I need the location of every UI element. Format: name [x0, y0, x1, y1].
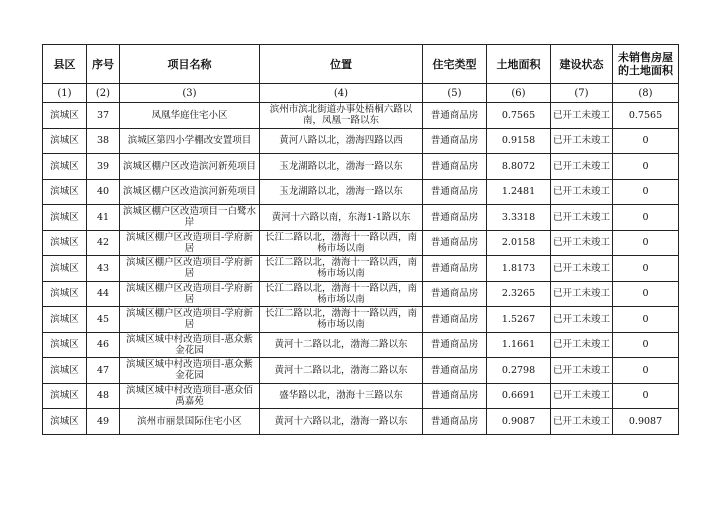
land-area-cell: 0.9087 [487, 409, 551, 435]
table-row [43, 332, 679, 358]
project-name-cell: 滨城区棚户区改造项目-学府新居 [120, 281, 260, 307]
housing-type-cell: 普通商品房 [423, 383, 487, 409]
table-row [43, 179, 679, 205]
land-area-cell: 0.7565 [487, 103, 551, 129]
column-index: (4) [260, 84, 423, 103]
land-area-cell: 2.3265 [487, 281, 551, 307]
land-area-cell: 3.3318 [487, 205, 551, 231]
project-name-cell: 凤凰华庭住宅小区 [120, 103, 260, 129]
unsold-land-area-cell: 0 [613, 307, 679, 333]
table-row [43, 128, 679, 154]
county-cell: 滨城区 [43, 205, 87, 231]
housing-type-cell: 普通商品房 [423, 332, 487, 358]
table-row [43, 409, 679, 435]
header-project-name: 项目名称 [120, 45, 260, 84]
land-supply-table [42, 44, 679, 435]
project-name-cell: 滨州市丽景国际住宅小区 [120, 409, 260, 435]
county-cell: 滨城区 [43, 128, 87, 154]
location-cell: 黄河八路以北，渤海四路以西 [260, 128, 423, 154]
header-county: 县区 [43, 45, 87, 84]
unsold-land-area-cell: 0 [613, 332, 679, 358]
housing-type-cell: 普通商品房 [423, 103, 487, 129]
location-cell: 长江二路以北，渤海十一路以西，南杨市场以南 [260, 307, 423, 333]
location-cell: 黄河十二路以北，渤海二路以东 [260, 358, 423, 384]
location-cell: 长江二路以北，渤海十一路以西，南杨市场以南 [260, 230, 423, 256]
unsold-land-area-cell: 0 [613, 128, 679, 154]
land-area-cell: 0.2798 [487, 358, 551, 384]
location-cell: 滨州市滨北街道办事处梧桐六路以南，凤凰一路以东 [260, 103, 423, 129]
location-cell: 长江二路以北，渤海十一路以西，南杨市场以南 [260, 256, 423, 282]
housing-type-cell: 普通商品房 [423, 205, 487, 231]
header-housing-type: 住宅类型 [423, 45, 487, 84]
column-index: (5) [423, 84, 487, 103]
housing-type-cell: 普通商品房 [423, 409, 487, 435]
land-area-cell: 0.9158 [487, 128, 551, 154]
project-name-cell: 滨城区棚户区改造滨河新苑项目 [120, 179, 260, 205]
housing-type-cell: 普通商品房 [423, 179, 487, 205]
number-cell: 39 [87, 154, 120, 180]
land-area-cell: 2.0158 [487, 230, 551, 256]
column-index-row [43, 84, 679, 103]
number-cell: 45 [87, 307, 120, 333]
county-cell: 滨城区 [43, 281, 87, 307]
construction-status-cell: 已开工未竣工 [551, 205, 613, 231]
unsold-land-area-cell: 0.9087 [613, 409, 679, 435]
construction-status-cell: 已开工未竣工 [551, 409, 613, 435]
land-area-cell: 1.8173 [487, 256, 551, 282]
land-area-cell: 1.2481 [487, 179, 551, 205]
housing-type-cell: 普通商品房 [423, 256, 487, 282]
unsold-land-area-cell: 0.7565 [613, 103, 679, 129]
location-cell: 长江二路以北，渤海十一路以西，南杨市场以南 [260, 281, 423, 307]
column-index: (1) [43, 84, 87, 103]
table-row [43, 230, 679, 256]
table-row [43, 358, 679, 384]
table-row [43, 256, 679, 282]
county-cell: 滨城区 [43, 358, 87, 384]
project-name-cell: 滨城区棚户区改造项目-学府新居 [120, 230, 260, 256]
header-location: 位置 [260, 45, 423, 84]
land-area-cell: 1.1661 [487, 332, 551, 358]
table-body [43, 103, 679, 435]
county-cell: 滨城区 [43, 409, 87, 435]
table-row [43, 383, 679, 409]
land-area-cell: 1.5267 [487, 307, 551, 333]
county-cell: 滨城区 [43, 230, 87, 256]
header-number: 序号 [87, 45, 120, 84]
unsold-land-area-cell: 0 [613, 383, 679, 409]
housing-type-cell: 普通商品房 [423, 154, 487, 180]
unsold-land-area-cell: 0 [613, 230, 679, 256]
county-cell: 滨城区 [43, 256, 87, 282]
project-name-cell: 滨城区第四小学棚改安置项目 [120, 128, 260, 154]
housing-type-cell: 普通商品房 [423, 307, 487, 333]
county-cell: 滨城区 [43, 332, 87, 358]
unsold-land-area-cell: 0 [613, 256, 679, 282]
project-name-cell: 滨城区城中村改造项目-惠众紫金花园 [120, 332, 260, 358]
number-cell: 38 [87, 128, 120, 154]
county-cell: 滨城区 [43, 154, 87, 180]
location-cell: 黄河十二路以北，渤海二路以东 [260, 332, 423, 358]
construction-status-cell: 已开工未竣工 [551, 281, 613, 307]
construction-status-cell: 已开工未竣工 [551, 154, 613, 180]
location-cell: 玉龙湖路以北，渤海一路以东 [260, 179, 423, 205]
housing-type-cell: 普通商品房 [423, 128, 487, 154]
number-cell: 42 [87, 230, 120, 256]
project-name-cell: 滨城区棚户区改造项目-学府新居 [120, 307, 260, 333]
number-cell: 43 [87, 256, 120, 282]
number-cell: 46 [87, 332, 120, 358]
construction-status-cell: 已开工未竣工 [551, 128, 613, 154]
construction-status-cell: 已开工未竣工 [551, 332, 613, 358]
unsold-land-area-cell: 0 [613, 205, 679, 231]
number-cell: 48 [87, 383, 120, 409]
location-cell: 黄河十六路以北，渤海一路以东 [260, 409, 423, 435]
header-row [43, 45, 679, 84]
unsold-land-area-cell: 0 [613, 154, 679, 180]
number-cell: 49 [87, 409, 120, 435]
housing-type-cell: 普通商品房 [423, 358, 487, 384]
construction-status-cell: 已开工未竣工 [551, 179, 613, 205]
unsold-land-area-cell: 0 [613, 281, 679, 307]
unsold-land-area-cell: 0 [613, 358, 679, 384]
unsold-land-area-cell: 0 [613, 179, 679, 205]
column-index: (7) [551, 84, 613, 103]
header-construction-status: 建设状态 [551, 45, 613, 84]
construction-status-cell: 已开工未竣工 [551, 358, 613, 384]
county-cell: 滨城区 [43, 307, 87, 333]
table-row [43, 205, 679, 231]
project-name-cell: 滨城区城中村改造项目-惠众紫金花园 [120, 358, 260, 384]
land-area-cell: 8.8072 [487, 154, 551, 180]
county-cell: 滨城区 [43, 383, 87, 409]
county-cell: 滨城区 [43, 179, 87, 205]
column-index: (2) [87, 84, 120, 103]
header-land-area: 土地面积 [487, 45, 551, 84]
header-unsold-land-area: 未销售房屋的土地面积 [613, 45, 679, 84]
construction-status-cell: 已开工未竣工 [551, 307, 613, 333]
column-index: (3) [120, 84, 260, 103]
project-name-cell: 滨城区棚户区改造项目-学府新居 [120, 256, 260, 282]
project-name-cell: 滨城区棚户区改造滨河新苑项目 [120, 154, 260, 180]
table-row [43, 307, 679, 333]
column-index: (8) [613, 84, 679, 103]
column-index: (6) [487, 84, 551, 103]
land-area-cell: 0.6691 [487, 383, 551, 409]
number-cell: 47 [87, 358, 120, 384]
project-name-cell: 滨城区棚户区改造项目一白鹭水岸 [120, 205, 260, 231]
construction-status-cell: 已开工未竣工 [551, 256, 613, 282]
housing-type-cell: 普通商品房 [423, 230, 487, 256]
project-name-cell: 滨城区城中村改造项目-惠众佰禹嘉苑 [120, 383, 260, 409]
location-cell: 盛华路以北，渤海十三路以东 [260, 383, 423, 409]
number-cell: 44 [87, 281, 120, 307]
table-row [43, 281, 679, 307]
county-cell: 滨城区 [43, 103, 87, 129]
number-cell: 41 [87, 205, 120, 231]
location-cell: 玉龙湖路以北，渤海一路以东 [260, 154, 423, 180]
number-cell: 37 [87, 103, 120, 129]
construction-status-cell: 已开工未竣工 [551, 383, 613, 409]
table-row [43, 103, 679, 129]
table-row [43, 154, 679, 180]
construction-status-cell: 已开工未竣工 [551, 103, 613, 129]
number-cell: 40 [87, 179, 120, 205]
construction-status-cell: 已开工未竣工 [551, 230, 613, 256]
location-cell: 黄河十六路以南，东海1-1路以东 [260, 205, 423, 231]
housing-type-cell: 普通商品房 [423, 281, 487, 307]
